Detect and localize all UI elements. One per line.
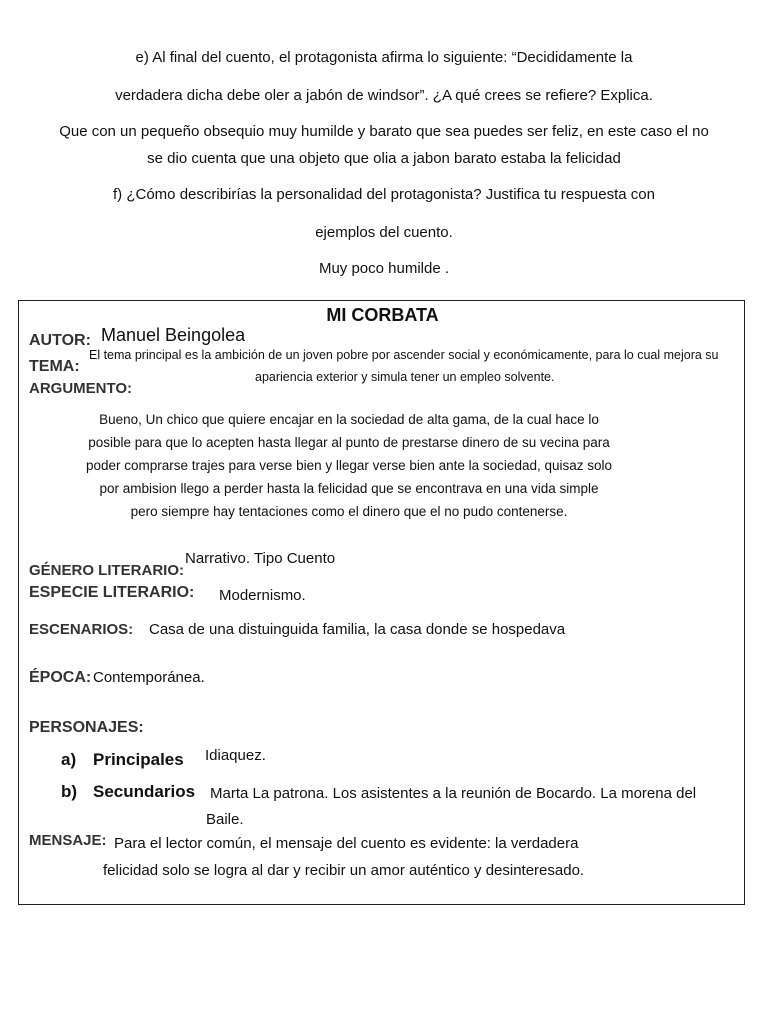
answer-e-line1: Que con un pequeño obsequio muy humilde y barato que sea puedes ser feliz, en este caso el no bbox=[59, 123, 709, 140]
autor-value: Manuel Beingolea bbox=[101, 325, 246, 345]
principales-value: Idiaquez. bbox=[205, 747, 266, 764]
genero-value: Narrativo. Tipo Cuento bbox=[185, 550, 336, 567]
especie-value: Modernismo. bbox=[219, 587, 306, 604]
question-e-line2: verdadera dicha debe oler a jabón de windsor”. ¿A qué crees se refiere? Explica. bbox=[115, 87, 653, 104]
question-f-line1: f) ¿Cómo describirías la personalidad del protagonista? Justifica tu respuesta con bbox=[113, 186, 655, 203]
mensaje-line2: felicidad solo se logra al dar y recibir un amor auténtico y desinteresado. bbox=[103, 862, 585, 879]
literary-card bbox=[18, 300, 745, 905]
argumento-line: posible para que lo acepten hasta llegar al punto de prestarse dinero de su vecina para bbox=[88, 435, 610, 450]
secundarios-marker: b) bbox=[61, 782, 78, 801]
epoca-label: ÉPOCA: bbox=[29, 669, 92, 686]
autor-label: AUTOR: bbox=[29, 332, 91, 349]
escenarios-value: Casa de una distuinguida familia, la casa donde se hospedava bbox=[149, 621, 566, 638]
argumento-line: por ambision llego a perder hasta la felicidad que se encontrava en una vida simple bbox=[99, 481, 599, 496]
card-title: MI CORBATA bbox=[326, 305, 439, 325]
personajes-label: PERSONAJES: bbox=[29, 719, 144, 736]
epoca-value: Contemporánea. bbox=[93, 669, 205, 686]
tema-line1: El tema principal es la ambición de un joven pobre por ascender social y económicamente, para lo cual mejora su bbox=[89, 348, 719, 362]
principales-label: Principales bbox=[93, 750, 184, 769]
tema-line2: apariencia exterior y simula tener un empleo solvente. bbox=[255, 370, 555, 384]
argumento-line: poder comprarse trajes para verse bien y llegar verse bien ante la sociedad, quisaz solo bbox=[85, 458, 613, 473]
secundarios-line2: Baile. bbox=[206, 811, 244, 828]
mensaje-line1: Para el lector común, el mensaje del cuento es evidente: la verdadera bbox=[114, 835, 579, 852]
argumento-line: pero siempre hay tentaciones como el dinero que el no pudo contenerse. bbox=[130, 504, 568, 519]
answer-e-line2: se dio cuenta que una objeto que olia a jabon barato estaba la felicidad bbox=[147, 150, 621, 167]
tema-label: TEMA: bbox=[29, 358, 80, 375]
genero-label: GÉNERO LITERARIO: bbox=[29, 562, 185, 579]
especie-label: ESPECIE LITERARIO: bbox=[29, 584, 195, 601]
mensaje-label: MENSAJE: bbox=[29, 832, 107, 849]
question-e-line1: e) Al final del cuento, el protagonista afirma lo siguiente: “Decididamente la bbox=[135, 49, 633, 66]
escenarios-label: ESCENARIOS: bbox=[29, 621, 134, 638]
principales-marker: a) bbox=[61, 750, 77, 769]
question-f-line2: ejemplos del cuento. bbox=[315, 224, 453, 241]
secundarios-label: Secundarios bbox=[93, 782, 196, 801]
secundarios-line1: Marta La patrona. Los asistentes a la reunión de Bocardo. La morena del bbox=[210, 785, 697, 802]
answer-f: Muy poco humilde . bbox=[318, 260, 450, 277]
argumento-label: ARGUMENTO: bbox=[29, 380, 133, 397]
argumento-line: Bueno, Un chico que quiere encajar en la sociedad de alta gama, de la cual hace lo bbox=[99, 412, 599, 427]
